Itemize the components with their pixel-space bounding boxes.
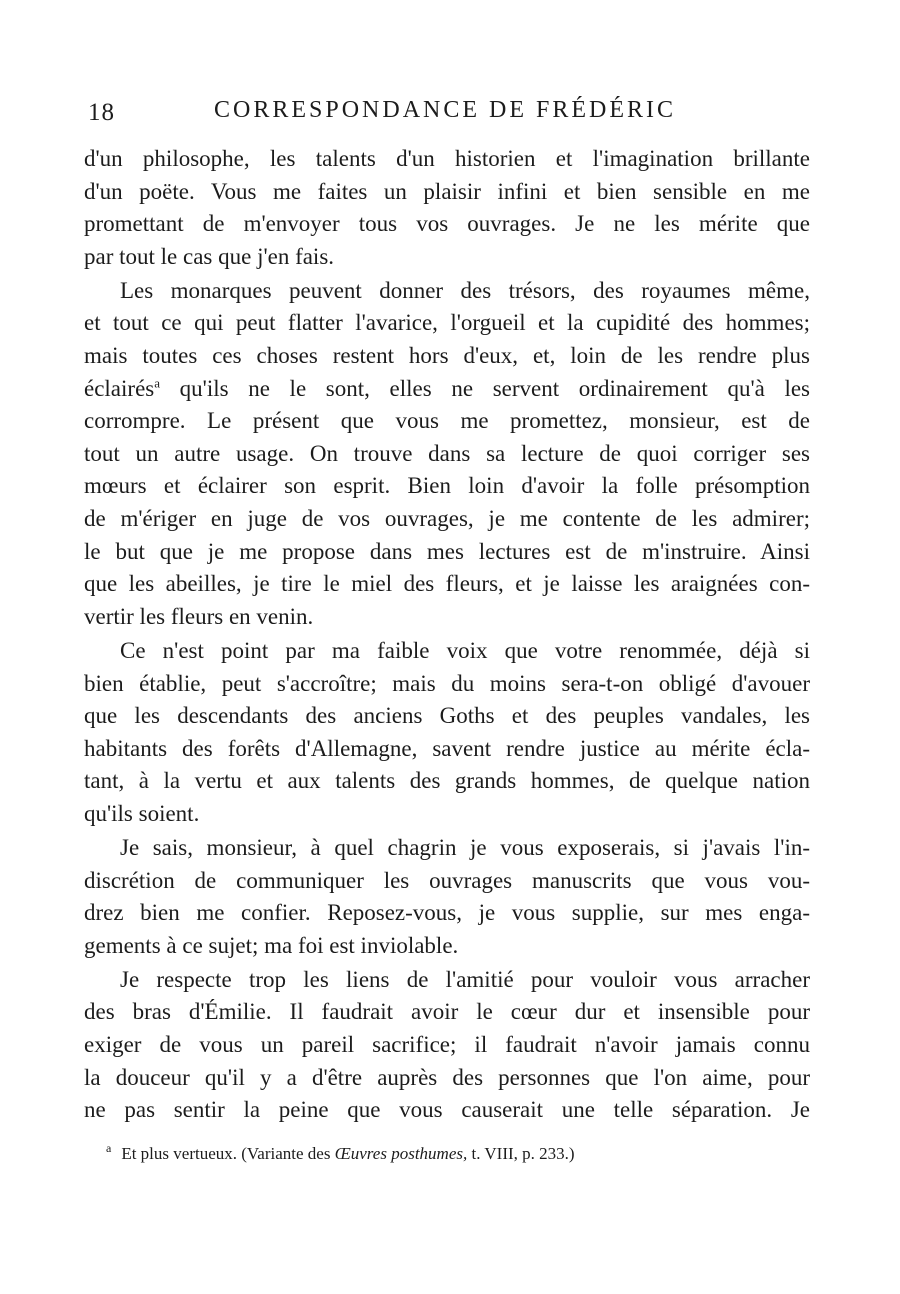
text-line: tout un autre usage. On trouve dans sa lecture de quoi corriger ses [84, 440, 810, 466]
text-line: Je sais, monsieur, à quel chagrin je vous exposerais, si j'avais l'in- [120, 834, 810, 860]
paragraph-5 [84, 964, 810, 1127]
text-line: tant, à la vertu et aux talents des grands hommes, de quelque nation [84, 768, 810, 794]
paragraph-2 [84, 275, 810, 634]
text-line: Je respecte trop les liens de l'amitié pour vouloir vous arracher [120, 966, 810, 992]
text-line: habitants des forêts d'Allemagne, savent rendre justice au mérite écla- [84, 735, 810, 761]
text-segment: éclairés [84, 375, 155, 401]
text-line: gements à ce sujet; ma foi est inviolable. [84, 932, 459, 958]
text-line: corrompre. Le présent que vous me promettez, monsieur, est de [84, 408, 810, 434]
text-line: Ce n'est point par ma faible voix que votre renommée, déjà si [120, 637, 810, 663]
text-line: et tout ce qui peut flatter l'avarice, l'orgueil et la cupidité des hommes; [84, 310, 810, 336]
text-line: drez bien me confier. Reposez-vous, je vous supplie, sur mes enga- [84, 900, 810, 926]
text-line: des bras d'Émilie. Il faudrait avoir le cœur dur et insensible pour [84, 999, 810, 1025]
page-number: 18 [88, 99, 115, 126]
text-line: mais toutes ces choses restent hors d'eux, et, loin de les rendre plus [84, 343, 810, 369]
body-text [84, 143, 810, 1127]
text-line: le but que je me propose dans mes lectures est de m'instruire. Ainsi [84, 538, 810, 564]
text-line-with-footnote-ref [84, 373, 810, 406]
text-line: la douceur qu'il y a d'être auprès des personnes que l'on aime, pour [84, 1064, 810, 1090]
text-line: promettant de m'envoyer tous vos ouvrages. Je ne les mérite que [84, 211, 810, 237]
text-line: d'un poëte. Vous me faites un plaisir infini et bien sensible en me [84, 178, 810, 204]
footnote-marker: a [106, 1141, 112, 1156]
text-line: ne pas sentir la peine que vous causerait une telle séparation. Je [84, 1097, 810, 1123]
paragraph-4 [84, 832, 810, 962]
text-line: par tout le cas que j'en fais. [84, 243, 335, 269]
running-head [84, 97, 804, 131]
paragraph-3 [84, 635, 810, 831]
footnote-text: Et plus vertueux. (Variante des [121, 1144, 335, 1163]
footnote [106, 1142, 806, 1166]
footnote-italic-title: Œuvres posthumes, [334, 1144, 468, 1163]
footnote-text: t. VIII, p. 233.) [467, 1144, 575, 1163]
text-line: d'un philosophe, les talents d'un historien et l'imagination brillante [84, 146, 810, 171]
text-line: que les descendants des anciens Goths et des peuples vandales, les [84, 703, 810, 729]
text-line: discrétion de communiquer les ouvrages manuscrits que vous vou- [84, 867, 810, 893]
text-line: vertir les fleurs en venin. [84, 603, 314, 629]
text-line: bien établie, peut s'accroître; mais du moins sera-t-on obligé d'avouer [84, 670, 810, 696]
running-title: CORRESPONDANCE DE FRÉDÉRIC [214, 97, 677, 123]
text-line: exiger de vous un pareil sacrifice; il faudrait n'avoir jamais connu [84, 1032, 810, 1058]
text-line: que les abeilles, je tire le miel des fleurs, et je laisse les araignées con- [84, 571, 810, 597]
text-line: de m'ériger en juge de vos ouvrages, je me contente de les admirer; [84, 506, 810, 532]
text-segment: qu'ils ne le sont, elles ne servent ordinairement qu'à les [160, 375, 810, 401]
text-line: qu'ils soient. [84, 800, 200, 826]
footnote-reference: a [154, 375, 161, 390]
text-line: mœurs et éclairer son esprit. Bien loin d'avoir la folle présomption [84, 473, 810, 499]
paragraph-1 [84, 143, 810, 273]
text-line: Les monarques peuvent donner des trésors, des royaumes même, [120, 277, 810, 303]
